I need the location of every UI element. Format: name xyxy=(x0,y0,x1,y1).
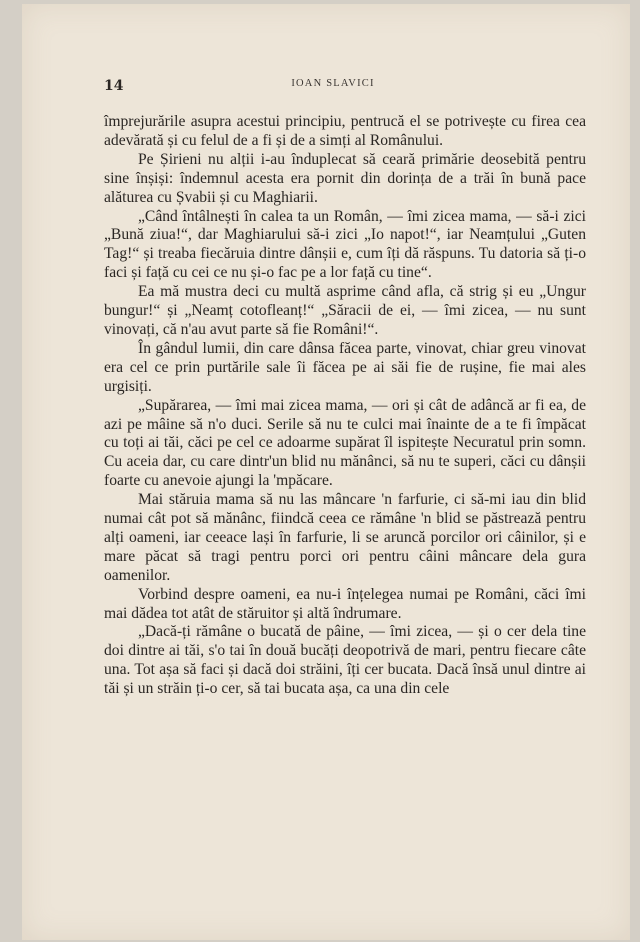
paragraph: Vorbind despre oameni, ea nu-i înțelegea numai pe Români, căci îmi mai dădea tot atât de stăruitor și altă îndrumare. xyxy=(104,585,586,622)
book-page xyxy=(22,4,630,940)
paragraph: Mai stăruia mama să nu las mâncare 'n farfurie, ci să-mi iau din blid numai cât pot să mănânc, fiindcă ceea ce rămâne 'n blid se păstrează pentru alți oameni, iar ceeace lași în farfurie, li se aruncă porcilor ori câinilor, și e mare păcat să tragi pentru porci ori pentru câini mâncare dela gura oamenilor. xyxy=(104,491,586,584)
paragraph: Pe Șirieni nu alții i-au înduplecat să ceară primărie deosebită pentru sine înșiși: îndemnul acesta era pornit din dorința de a trăi în bună pace alăturea cu Șvabii și cu Maghiarii. xyxy=(104,150,586,206)
running-header: IOAN SLAVICI xyxy=(291,78,375,89)
paragraph: În gândul lumii, din care dânsa făcea parte, vinovat, chiar greu vinovat era cel ce prin purtările sale îi făcea pe ai săi fie de rușine, fie mai ales urgisiți. xyxy=(104,339,586,395)
paragraph: „Când întâlnești în calea ta un Român, — îmi zicea mama, — să-i zici „Bună ziua!“, dar Maghiarului să-i zici „Io napot!“, iar Neamțului „Guten Tag!“ și treaba fiecăruia dintre dânșii e, cum îți dă răspuns. Tu datoria să ți-o faci și față cu cei ce nu și-o fac pe a lor față cu tine“. xyxy=(104,207,586,282)
body-text xyxy=(104,113,586,699)
paragraph: împrejurările asupra acestui principiu, pentrucă el se potrivește cu firea cea adevărată și cu felul de a fi și de a simți al Românului. xyxy=(104,113,586,149)
paragraph: Ea mă mustra deci cu multă asprime când afla, că strig și eu „Ungur bungur!“ și „Neamț cotofleanț!“ „Săracii de ei, — îmi zicea, — nu sunt vinovați, că n'au avut parte să fie Români!“. xyxy=(104,283,586,338)
page-number: 14 xyxy=(104,78,124,94)
paragraph: „Dacă-ți rămâne o bucată de pâine, — îmi zicea, — și o cer dela tine doi dintre ai tăi, s'o tai în două bucăți deopotrivă de mari, pentru fiecare câte una. Tot așa să faci și dacă doi străini, îți cer bucata. Dacă însă unul dintre ai tăi și un străin ți-o cer, să tai bucata așa, ca una din cele xyxy=(104,623,586,698)
paragraph: „Supărarea, — îmi mai zicea mama, — ori și cât de adâncă ar fi ea, de azi pe mâine să n'o duci. Serile să nu te culci mai înainte de a te fi împăcat cu toți ai tăi, căci pe cel ce adoarme supărat îl ispitește Necuratul prin somn. Cu aceia dar, cu care dintr'un blid nu mănânci, să nu te superi, căci cu dânșii foarte cu anevoie ajungi la 'mpăcare. xyxy=(104,396,586,490)
